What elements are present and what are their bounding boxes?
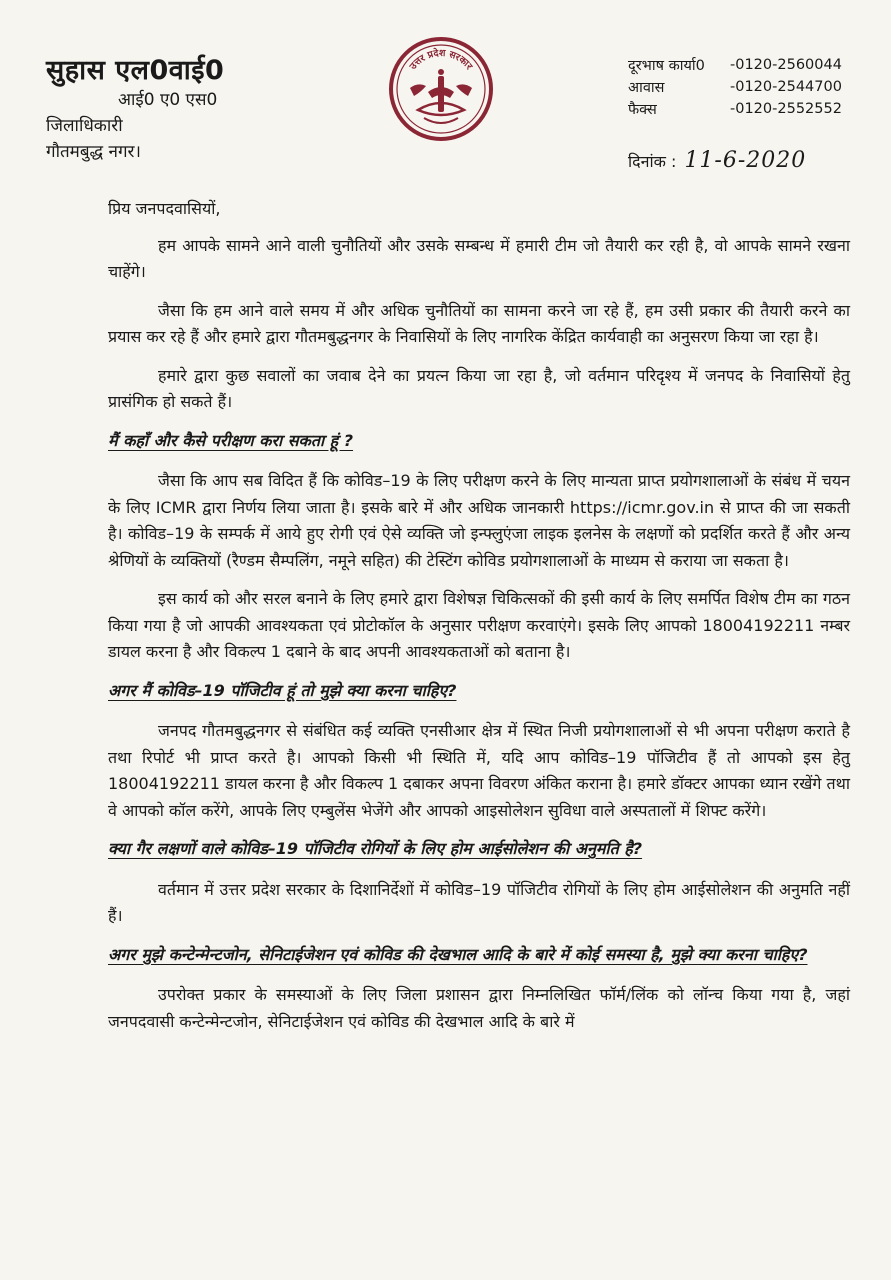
contact-value: -0120-2560044 — [730, 57, 842, 73]
emblem-text: उत्तर प्रदेश सरकार — [407, 47, 475, 72]
answer-positive-paragraph: जनपद गौतमबुद्धनगर से संबंधित कई व्यक्ति एनसीआर क्षेत्र में स्थित निजी प्रयोगशालाओं से भी अपना परीक्षण कराते है तथा रिपोर्ट भी प्राप्त करते है। आपको किसी भी स्थिति में, यदि आप कोविड–19 पॉजिटीव हैं तो आपको इस हेतु 18004192211 डायल करना है और विकल्प 1 दबाकर अपना विवरण अंकित कराना है। हमारे डॉक्टर आपका ध्यान रखेंगे तथा वे आपको कॉल करेंगे, आपके लिए एम्बुलेंस भेजेंगे और आपको आइसोलेशन सुविधा वाले अस्पतालों में शिफ्ट करेंगे। — [108, 721, 850, 820]
contact-fax — [628, 98, 868, 120]
question-heading-positive: अगर मैं कोविड–19 पॉजिटीव हूं तो मुझे क्या करना चाहिए? — [108, 680, 457, 700]
letter-body — [108, 196, 850, 1047]
intro-paragraph-2: जैसा कि हम आने वाले समय में और अधिक चुनौतियों का सामना करने जा रहे हैं, हम उसी प्रकार की तैयारी करने का प्रयास कर रहे हैं और हमारे द्वारा गौतमबुद्धनगर के निवासियों के लिए नागरिक केंद्रित कार्यवाही का अनुसरण किया जा रहा है। — [108, 300, 850, 346]
sender-district: गौतमबुद्ध नगर। — [46, 142, 141, 162]
svg-text:उत्तर प्रदेश सरकार — [407, 47, 475, 73]
sender-designation: आई0 ए0 एस0 — [118, 90, 218, 110]
contact-value: -0120-2544700 — [730, 79, 842, 95]
contact-block — [628, 54, 868, 120]
answer-testing-paragraph-1: जैसा कि आप सब विदित हैं कि कोविड–19 के लिए परीक्षण करने के लिए मान्यता प्राप्त प्रयोगशालाओं के संबंध में चयन के लिए ICMR द्वारा निर्णय लिया जाता है। इसके बारे में और अधिक जानकारी https://icmr.gov.in से प्राप्त की जा सकती है। कोविड–19 के सम्पर्क में आये हुए रोगी एवं ऐसे व्यक्ति जो इन्फ्लुएंजा लाइक इलनेस के लक्षणों को प्रदर्शित करते हैं और अन्य श्रेणियों के व्यक्तियों (रैण्डम सैम्पलिंग, नमूने सहित) की टेस्टिंग कोविड प्रयोगशालाओं के माध्यम से कराया जा सकता है। — [108, 471, 850, 570]
contact-label: दूरभाष कार्या0 — [628, 58, 705, 74]
intro-paragraph-3: हमारे द्वारा कुछ सवालों का जवाब देने का प्रयत्न किया जा रहा है, जो वर्तमान परिदृश्य में जनपद के निवासियों हेतु प्रासंगिक हो सकते हैं। — [108, 365, 850, 411]
answer-testing-paragraph-2: इस कार्य को और सरल बनाने के लिए हमारे द्वारा विशेषज्ञ चिकित्सकों की इसी कार्य के लिए समर्पित विशेष टीम का गठन किया गया है जो आपकी आवश्यकता एवं प्रोटोकॉल के अनुसार परीक्षण करवाएंगे। इसके लिए आपको 18004192211 नम्बर डायल करना है और विकल्प 1 दबाने के बाद अपनी आवश्यकताओं को बताना है। — [108, 589, 850, 661]
contact-residence — [628, 76, 868, 98]
salutation: प्रिय जनपदवासियों, — [108, 199, 221, 218]
date-line — [628, 148, 806, 173]
date-label: दिनांक : — [628, 152, 677, 171]
contact-office — [628, 54, 868, 76]
sender-office: जिलाधिकारी — [46, 116, 123, 136]
question-heading-containment: अगर मुझे कन्टेन्मेन्टजोन, सेनिटाईजेशन एवं कोविड की देखभाल आदि के बारे में कोई समस्या है, मुझे क्या करना चाहिए? — [108, 944, 808, 964]
up-government-emblem — [388, 36, 494, 142]
answer-home-isolation-paragraph: वर्तमान में उत्तर प्रदेश सरकार के दिशानिर्देशों में कोविड–19 पॉजिटीव रोगियों के लिए होम आईसोलेशन की अनुमति नहीं हैं। — [108, 879, 850, 925]
answer-containment-paragraph: उपरोक्त प्रकार के समस्याओं के लिए जिला प्रशासन द्वारा निम्नलिखित फॉर्म/लिंक को लॉन्च किया गया है, जहां जनपदवासी कन्टेन्मेन्टजोन, सेनिटाईजेशन एवं कोविड की देखभाल आदि के बारे में — [108, 985, 850, 1031]
sender-name: सुहास एल0वाई0 — [46, 55, 225, 86]
contact-label: फैक्स — [628, 102, 657, 118]
contact-label: आवास — [628, 80, 665, 96]
date-value: 11-6-2020 — [684, 148, 807, 173]
question-heading-testing: मैं कहाँ और कैसे परीक्षण करा सकता हूं ? — [108, 430, 354, 450]
contact-value: -0120-2552552 — [730, 101, 842, 117]
question-heading-home-isolation: क्या गैर लक्षणों वाले कोविड–19 पॉजिटीव रोगियों के लिए होम आईसोलेशन की अनुमति है? — [108, 839, 643, 858]
intro-paragraph-1: हम आपके सामने आने वाली चुनौतियों और उसके सम्बन्ध में हमारी टीम जो तैयारी कर रही है, वो आपके सामने रखना चाहेंगे। — [108, 235, 850, 281]
